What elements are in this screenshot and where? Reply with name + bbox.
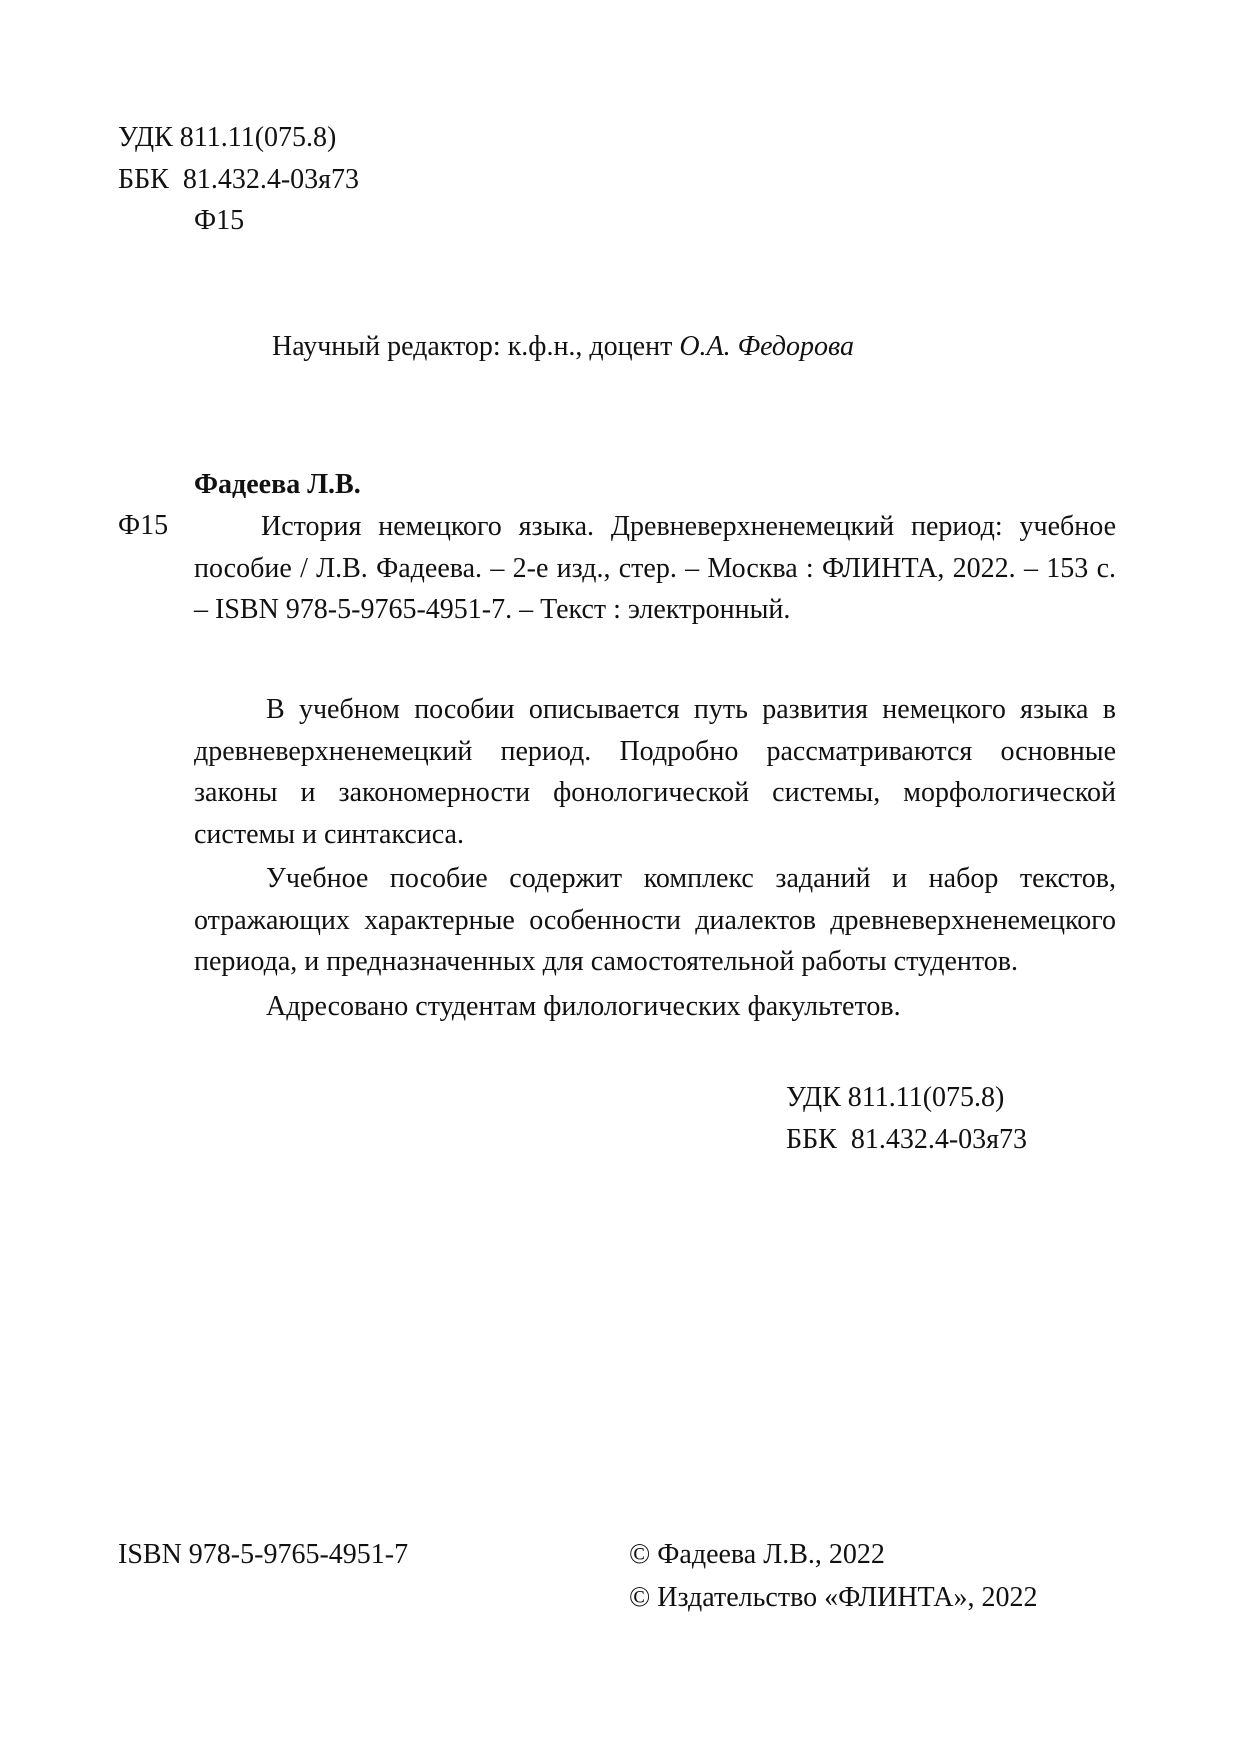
annotation-paragraph: В учебном пособии описывается путь развития немецкого языка в древневерхненемецкий период. Подробно рассматриваются основные законы и закономерности фонологической системы, морфологической системы и синтаксиса. [194,694,1116,850]
bbk-code-bottom [786,1120,1027,1160]
annotation-paragraph: Учебное пособие содержит комплекс заданий и набор текстов, отражающих характерные особенности диалектов древневерхненемецкого периода, и предназначенных для самостоятельной работы студентов. [194,863,1116,977]
annotation [194,689,1116,1030]
udk-code-top: УДК 811.11(075.8) [118,122,337,153]
editor-name: О.А. Федорова [679,331,855,362]
bbk-label: ББК [118,164,169,195]
bibliographic-description: История немецкого языка. Древневерхненемецкий период: учебное пособие / Л.В. Фадеева. – 2-е изд., стер. – Москва : ФЛИНТА, 2022. – 153 с. – ISBN 978-5-9765-4951-7. – Текст : электронный. [194,511,1116,625]
udk-code-bottom: УДК 811.11(075.8) [786,1082,1005,1113]
editor-label: Научный редактор: к.ф.н., доцент [272,331,673,362]
record-author-sign: Ф15 [118,510,169,541]
copyright-author: © Фадеева Л.В., 2022 [629,1539,885,1570]
annotation-paragraph: Адресовано студентам филологических факультетов. [266,990,901,1022]
record-author-heading: Фадеева Л.В. [194,469,361,500]
bbk-value: 81.432.4-03я73 [182,164,360,195]
bbk-label: ББК [786,1124,837,1155]
scientific-editor [272,327,854,367]
isbn: ISBN 978-5-9765-4951-7 [118,1539,409,1570]
author-sign-top: Ф15 [194,205,245,236]
copyright-publisher: © Издательство «ФЛИНТА», 2022 [629,1582,1038,1613]
bbk-value: 81.432.4-03я73 [850,1124,1028,1155]
bbk-code-top [118,160,359,200]
